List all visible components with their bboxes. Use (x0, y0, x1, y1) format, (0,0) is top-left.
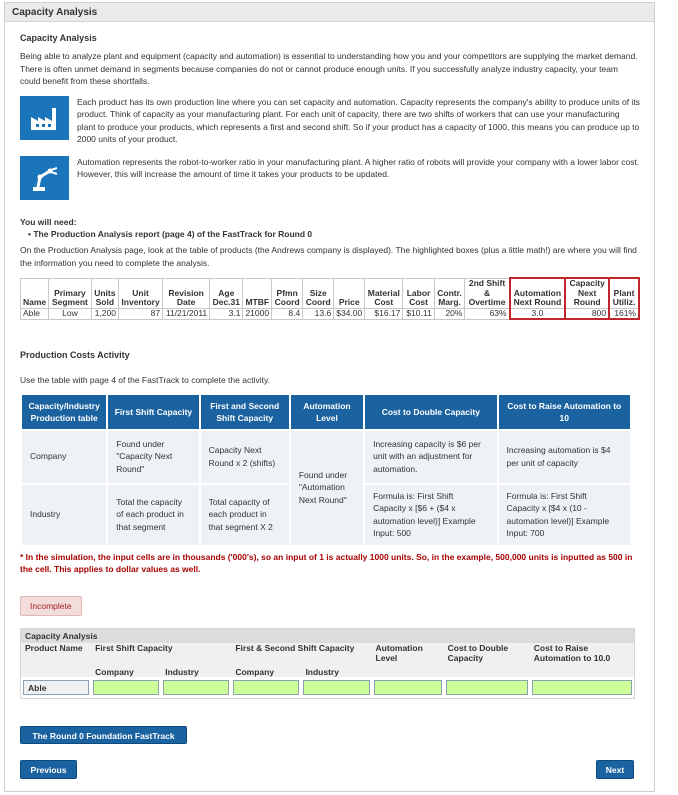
pa-header: Unit Inventory (118, 278, 162, 308)
pa-cell: 3.0 (510, 308, 566, 319)
industry-both-shifts: Total capacity of each product in that segment X 2 (200, 484, 290, 546)
pa-cell: 8.4 (272, 308, 303, 319)
capacity-info (20, 96, 640, 146)
pa-cell: 1,200 (91, 308, 118, 319)
automation-info-text: Automation represents the robot-to-worker ratio in your manufacturing plant. A higher ratio of robots will provide your company with a lower labor cost. However, this will increase the amount of time it takes your products to be updated. (77, 156, 640, 179)
intro-text: Being able to analyze plant and equipment (capacity and automation) is essential to understanding how you and your competitors are supplying the market demand. There is often unmet demand in segments because companies do not or cannot produce enough units. If you successfully analyze industry capacity, your team could benefit from these shortfalls. (20, 51, 638, 86)
pa-cell: Able (21, 308, 49, 319)
act-header: First Shift Capacity (107, 394, 199, 430)
pa-header: Price (334, 278, 365, 308)
pa-cell: Low (49, 308, 92, 319)
first-shift-industry-input[interactable] (163, 680, 229, 695)
pa-header: Automation Next Round (510, 278, 566, 308)
pa-cell: 13.6 (303, 308, 334, 319)
window-title: Capacity Analysis (5, 3, 654, 22)
cost-double-input[interactable] (446, 680, 528, 695)
factory-icon (20, 96, 69, 140)
production-analysis-table (20, 277, 640, 320)
pa-header: Name (21, 278, 49, 308)
activity-table (20, 393, 632, 547)
col-cost-raise: Cost to Raise Automation to 10.0 (533, 642, 611, 663)
pa-cell: 20% (434, 308, 465, 319)
pa-header: Age Dec.31 (210, 278, 243, 308)
section-title: Capacity Analysis (20, 33, 97, 43)
activity-title: Production Costs Activity (20, 350, 130, 360)
col-automation: Automation Level (375, 642, 423, 663)
status-badge: Incomplete (20, 596, 82, 616)
both-shifts-company-input[interactable] (233, 680, 299, 695)
pa-header: Pfmn Coord (272, 278, 303, 308)
pa-header: Contr. Marg. (434, 278, 465, 308)
act-header: Capacity/Industry Production table (21, 394, 107, 430)
both-shifts-industry-input[interactable] (303, 680, 369, 695)
pa-cell: 87 (118, 308, 162, 319)
company-label: Company (21, 430, 107, 484)
prod-instructions: On the Production Analysis page, look at the table of products (the Andrews company is displayed). The highlighted boxes (plus a little math!) are where you will find the information you need to complete the analysis. (20, 245, 637, 268)
sub-company: Company (95, 666, 134, 677)
you-will-need-label: You will need: (20, 216, 77, 227)
pa-cell: $10.11 (403, 308, 434, 319)
pa-cell: 11/21/2011 (163, 308, 210, 319)
pa-header: Material Cost (365, 278, 403, 308)
automation-info (20, 156, 640, 200)
pa-header: Revision Date (163, 278, 210, 308)
act-header: Automation Level (290, 394, 364, 430)
col-both-shifts: First & Second Shift Capacity (235, 642, 355, 653)
col-first-shift: First Shift Capacity (95, 642, 173, 653)
pa-cell: 63% (465, 308, 510, 319)
thousands-warning: * In the simulation, the input cells are in thousands ('000's), so an input of 1 is actually 1000 units. So, in the example, 500,000 units is inputted as 500 in the cell. This applies to dollar values as well. (20, 551, 633, 574)
industry-cost-auto: Formula is: First Shift Capacity x [$4 x (10 - automation level)] Example Input: 700 (498, 484, 631, 546)
act-header: Cost to Double Capacity (364, 394, 497, 430)
company-both-shifts: Capacity Next Round x 2 (shifts) (200, 430, 290, 484)
industry-first-shift: Total the capacity of each product in that segment (107, 484, 199, 546)
pa-header: MTBF (243, 278, 272, 308)
previous-button[interactable]: Previous (20, 760, 77, 779)
company-cost-auto: Increasing automation is $4 per unit of capacity (498, 430, 631, 484)
capacity-analysis-input (20, 628, 635, 699)
company-first-shift: Found under "Capacity Next Round" (107, 430, 199, 484)
pa-header: 2nd Shift & Overtime (465, 278, 510, 308)
col-product-name: Product Name (25, 642, 83, 653)
sub-industry: Industry (305, 666, 339, 677)
pa-cell: 3.1 (210, 308, 243, 319)
col-cost-double: Cost to Double Capacity (447, 642, 509, 663)
pa-header: Labor Cost (403, 278, 434, 308)
pa-cell: 800 (565, 308, 609, 319)
pa-header: Size Coord (303, 278, 334, 308)
act-header: Cost to Raise Automation to 10 (498, 394, 631, 430)
sub-industry: Industry (165, 666, 199, 677)
pa-cell: $34.00 (334, 308, 365, 319)
automation-shared: Found under "Automation Next Round" (290, 430, 364, 546)
automation-level-input[interactable] (374, 680, 442, 695)
need-item: • The Production Analysis report (page 4) of the FastTrack for Round 0 (28, 229, 640, 239)
pa-cell: 161% (609, 308, 639, 319)
pa-cell: $16.17 (365, 308, 403, 319)
first-shift-company-input[interactable] (93, 680, 159, 695)
company-cost-double: Increasing capacity is $6 per unit with an adjustment for automation. (364, 430, 497, 484)
activity-instructions: Use the table with page 4 of the FastTrack to complete the activity. (20, 375, 270, 385)
content-area (20, 33, 640, 699)
robot-arm-icon (20, 156, 69, 200)
pa-cell: 21000 (243, 308, 272, 319)
product-name-cell: Able (23, 680, 89, 695)
cost-raise-input[interactable] (532, 680, 632, 695)
industry-cost-double: Formula is: First Shift Capacity x [$6 + ($4 x automation level)] Example Input: 500 (364, 484, 497, 546)
pa-header: Plant Utiliz. (609, 278, 639, 308)
fasttrack-button[interactable]: The Round 0 Foundation FastTrack (20, 726, 187, 744)
industry-label: Industry (21, 484, 107, 546)
pa-header: Capacity Next Round (565, 278, 609, 308)
cap-title: Capacity Analysis (21, 629, 634, 643)
act-header: First and Second Shift Capacity (200, 394, 290, 430)
sub-company: Company (235, 666, 275, 677)
next-button[interactable]: Next (596, 760, 634, 779)
pa-header: Units Sold (91, 278, 118, 308)
pa-header: Primary Segment (49, 278, 92, 308)
activity-window (4, 2, 655, 792)
capacity-info-text: Each product has its own production line where you can set capacity and automation. Capacity represents the company's ability to produce units of its product. Think of capacity as your manufacturing plant. For each unit of capacity, there are two shifts of workers that can use your manufacturing plant to produce your products, which represents a first and second shift. So if your product has a capacity of 1000, this means you can produce up to 2000 units of your product. (77, 96, 640, 144)
